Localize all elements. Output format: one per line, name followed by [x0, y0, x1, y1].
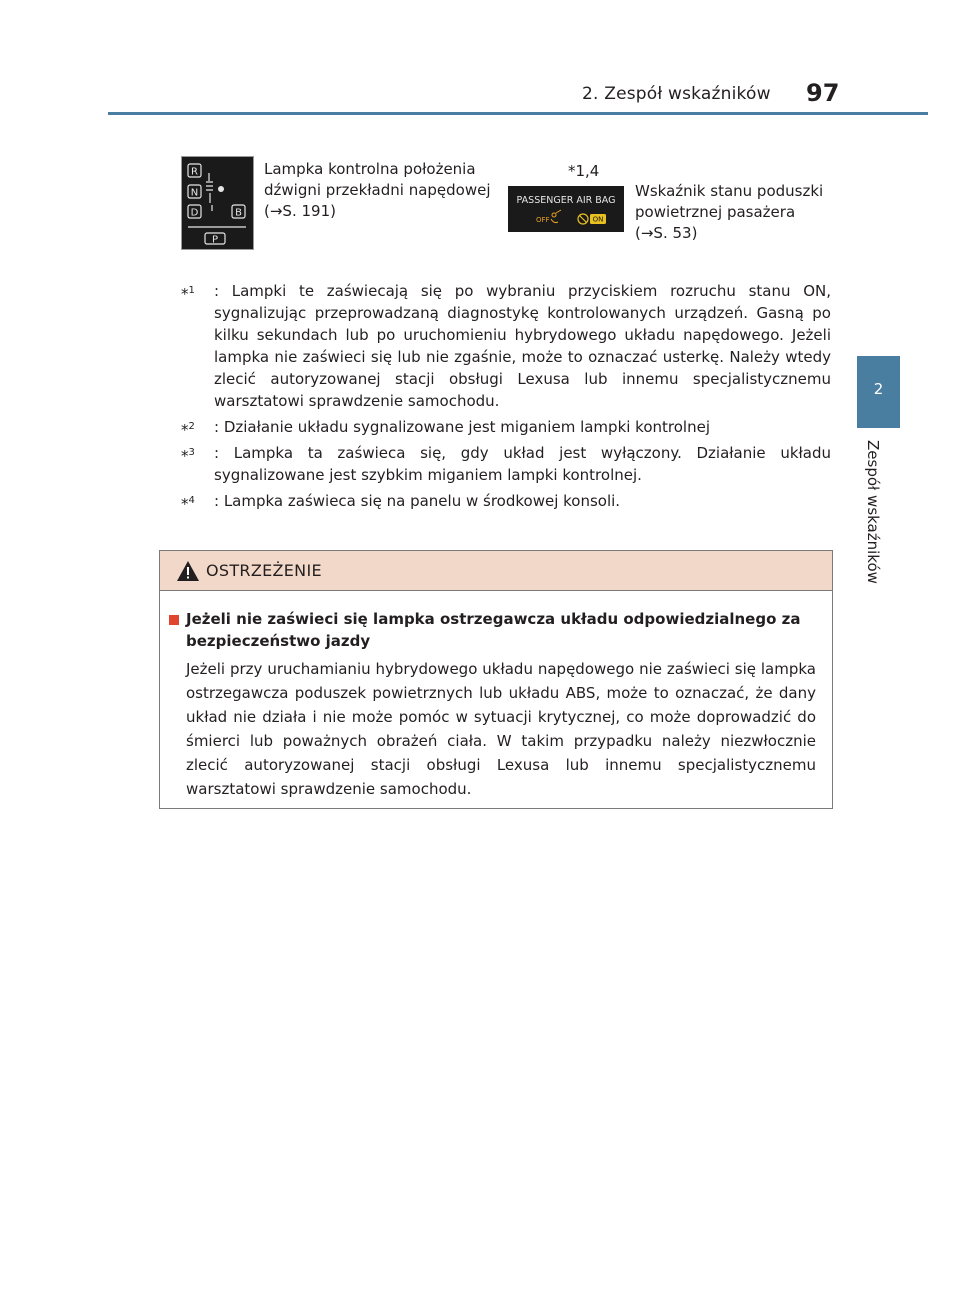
- gear-letter-r: R: [191, 166, 198, 178]
- airbag-indicator-note: *1,4: [568, 162, 600, 180]
- warning-text: Jeżeli przy uruchamianiu hybrydowego układu napędowego nie zaświeci się lampka ostrzegawcza poduszek powietrznych lub układu ABS, może to oznaczać, że dany układ nie działa i nie może pomóc w sytuacji krytycznej, co może doprowadzić do śmierci lub poważnych obrażeń ciała. W takim przypadku należy niezwłocznie zlecić autoryzowanej stacji obsługi Lexusa lub innemu specjalistycznemu warsztatowi sprawdzenie samochodu.: [186, 660, 816, 798]
- airbag-off-symbol-icon: [551, 210, 561, 223]
- footnote-1: [181, 280, 831, 412]
- airbag-on-symbol-icon: [578, 214, 606, 224]
- airbag-indicator-caption-text: Wskaźnik stanu poduszki powietrznej pasażera: [635, 182, 824, 221]
- airbag-indicator-caption: [635, 181, 845, 244]
- airbag-indicator-ref: (→S. 53): [635, 224, 698, 242]
- footnote-4: [181, 490, 831, 512]
- gear-indicator-image: [181, 156, 254, 250]
- header-section-title: 2. Zespół wskaźników: [582, 84, 771, 104]
- footnotes: [181, 280, 831, 516]
- footnote-text: : Lampka ta zaświeca się, gdy układ jest wyłączony. Działanie układu sygnalizowane jest szybkim miganiem lampki kontrolnej.: [214, 444, 831, 484]
- gear-letter-p: P: [211, 234, 219, 246]
- footnote-mark: *$^2$: [181, 421, 195, 439]
- airbag-image-label: PASSENGER AIR BAG: [516, 195, 616, 206]
- warning-header: [160, 551, 832, 591]
- gear-indicator-caption: [264, 159, 504, 222]
- airbag-indicator-image: [508, 186, 624, 232]
- footnote-3: [181, 442, 831, 486]
- airbag-indicator-icon: [508, 186, 624, 232]
- airbag-image-on: ON: [592, 215, 604, 224]
- gear-letter-n: N: [190, 187, 199, 199]
- gear-indicator-icon: [182, 157, 253, 249]
- gear-letter-b: B: [235, 207, 242, 219]
- footnote-2: [181, 416, 831, 438]
- gear-letter-d: D: [190, 207, 199, 219]
- warning-heading: Jeżeli nie zaświeci się lampka ostrzegawcza układu odpowiedzialnego za bezpieczeństwo jazdy: [186, 610, 801, 650]
- footnote-mark: *$^4$: [181, 495, 195, 513]
- gear-indicator-caption-text: Lampka kontrolna położenia dźwigni przekładni napędowej: [264, 160, 491, 199]
- warning-box: [159, 550, 833, 809]
- footnote-text: : Działanie układu sygnalizowane jest miganiem lampki kontrolnej: [214, 418, 710, 436]
- footnote-mark: *$^1$: [181, 285, 195, 303]
- chapter-tab-label: [860, 440, 882, 620]
- airbag-image-off: OFF: [536, 216, 550, 224]
- chapter-tab-number: 2: [873, 380, 884, 398]
- warning-triangle-icon: [176, 560, 200, 582]
- footnote-text: : Lampka zaświeca się na panelu w środkowej konsoli.: [214, 492, 621, 510]
- footnote-text: : Lampki te zaświecają się po wybraniu przyciskiem rozruchu stanu ON, sygnalizując przeprowadzaną diagnostykę kontrolowanych urządzeń. Gasną po kilku sekundach lub po uruchomieniu hybrydowego układu napędowego. Jeżeli lampka nie zaświeci się lub nie zgaśnie, może to oznaczać usterkę. Należy wtedy zlecić autoryzowanej stacji obsługi Lexusa lub innemu specjalistycznemu warsztatowi sprawdzenie samochodu.: [214, 282, 831, 410]
- chapter-tab-label-text: Zespół wskaźników: [864, 440, 882, 584]
- warning-bullet-icon: [169, 615, 179, 625]
- page-number: 97: [806, 79, 840, 107]
- header-rule: [108, 112, 928, 115]
- gear-indicator-ref: (→S. 191): [264, 202, 336, 220]
- footnote-mark: *$^3$: [181, 447, 195, 465]
- warning-title: OSTRZEŻENIE: [206, 561, 322, 580]
